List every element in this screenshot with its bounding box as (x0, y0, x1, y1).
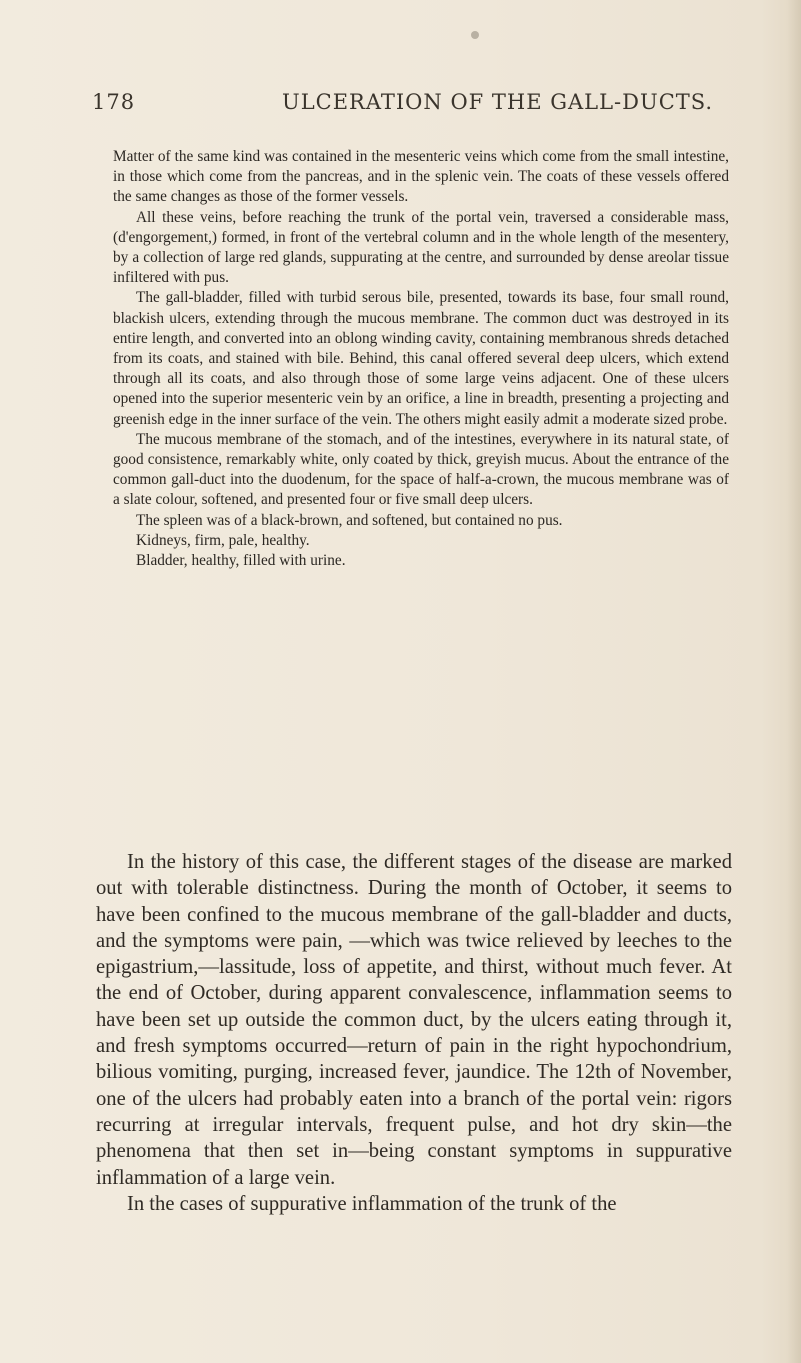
note-paragraph: The mucous membrane of the stomach, and of the intestines, everywhere in its natural state, of good consistence, remarkably white, only coated by thick, greyish mucus. About the entrance of the common gall-duct into the duodenum, for the space of half-a-crown, the mucous membrane was of a slate colour, softened, and presented four or five small deep ulcers. (113, 430, 729, 509)
note-paragraph: Matter of the same kind was contained in the mesenteric veins which come from the small intestine, in those which come from the pancreas, and in the splenic vein. The coats of these vessels offered the same changes as those of the former vessels. (113, 148, 729, 206)
body-paragraph: In the cases of suppurative inflammation of the trunk of the (127, 1192, 617, 1215)
case-notes (113, 147, 729, 571)
ink-spot (471, 31, 479, 39)
note-paragraph: Bladder, healthy, filled with urine. (136, 552, 346, 570)
note-paragraph: The gall-bladder, filled with turbid serous bile, presented, towards its base, four small round, blackish ulcers, extending through the mucous membrane. The common duct was destroyed in its entire length, and converted into an oblong winding cavity, containing membranous shreds detached from its coats, and stained with bile. Behind, this canal offered several deep ulcers, which extend through all its coats, and also through those of some large veins adjacent. One of these ulcers opened into the superior mesenteric vein by an orifice, a line in breadth, presenting a projecting and greenish edge in the inner surface of the vein. The others might easily admit a moderate sized probe. (113, 289, 729, 428)
note-paragraph: All these veins, before reaching the trunk of the portal vein, traversed a considerable mass, (d'engorgement,) formed, in front of the vertebral column and in the whole length of the mesentery, by a collection of large red glands, suppurating at the centre, and surrounded by dense areolar tissue infiltered with pus. (113, 208, 729, 287)
body-paragraph: In the history of this case, the different stages of the disease are marked out with tolerable distinctness. During the month of October, it seems to have been confined to the mucous membrane of the gall-bladder and ducts, and the symptoms were pain, —which was twice relieved by leeches to the epigastrium,—lassitude, loss of appetite, and thirst, without much fever. At the end of October, during apparent convalescence, inflammation seems to have been set up outside the common duct, by the ulcers eating through it, and fresh symptoms occurred—return of pain in the right hypochondrium, bilious vomiting, purging, increased fever, jaundice. The 12th of November, one of the ulcers had probably eaten into a branch of the portal vein: rigors recurring at irregular intervals, frequent pulse, and hot dry skin—the phenomena that then set in—being constant symptoms in suppurative inflammation of a large vein. (96, 851, 732, 1189)
page-number: 178 (92, 90, 136, 114)
note-paragraph: Kidneys, firm, pale, healthy. (136, 531, 310, 549)
page-edge-shadow (787, 0, 801, 1363)
page-header (92, 90, 732, 120)
main-text (96, 849, 732, 1217)
note-paragraph: The spleen was of a black-brown, and softened, but contained no pus. (136, 511, 563, 529)
running-head: ULCERATION OF THE GALL-DUCTS. (282, 90, 714, 114)
